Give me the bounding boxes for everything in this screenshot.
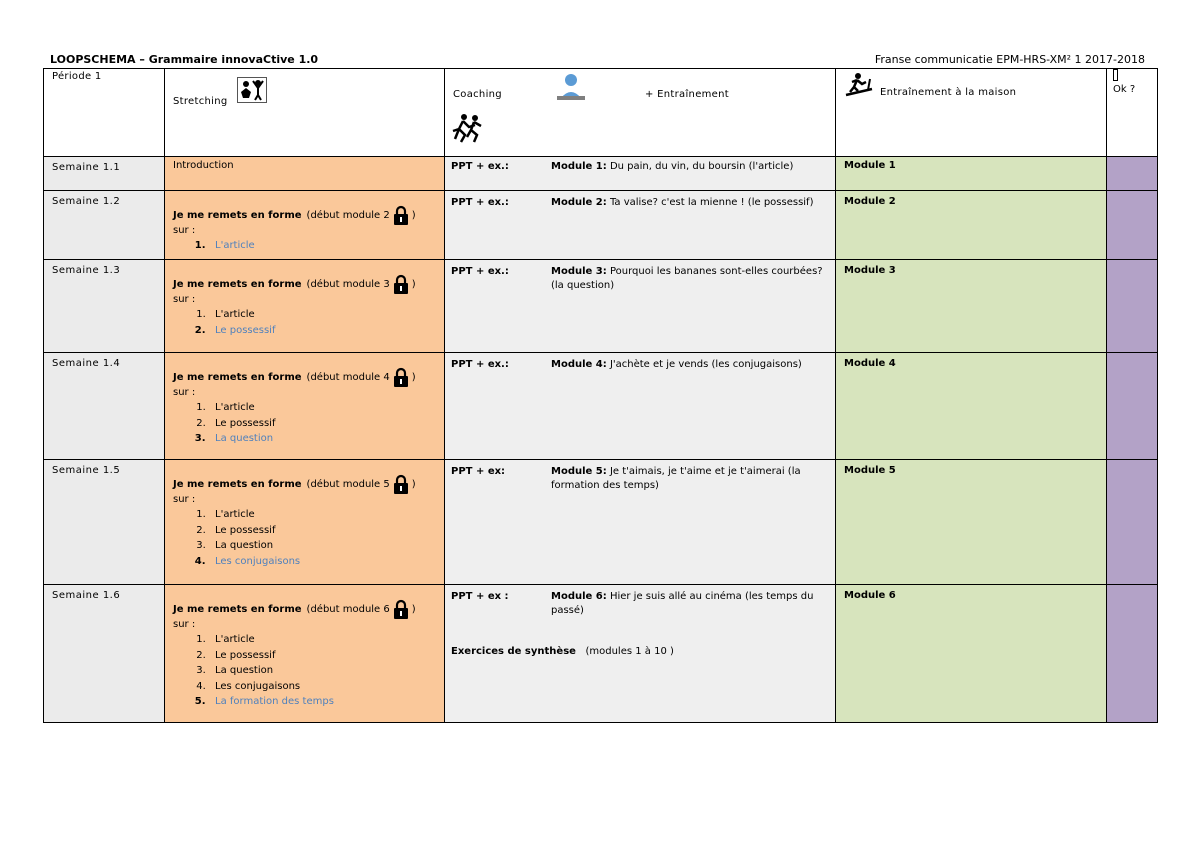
maison-cell: [836, 260, 1107, 353]
list-item: 3. La question: [209, 431, 436, 447]
stretching-cell: [165, 260, 445, 353]
coaching-label: Coaching: [453, 89, 502, 100]
ppt-label: PPT + ex :: [451, 591, 509, 602]
ppt-label: PPT + ex.:: [451, 197, 509, 208]
debut-text: (début module 6: [306, 603, 390, 615]
stretching-icon: [237, 77, 267, 103]
document-title: LOOPSCHEMA – Grammaire innovaCtive 1.0: [50, 53, 319, 66]
debut-text: (début module 5: [306, 478, 390, 490]
stretching-header: [165, 69, 445, 157]
module-text: Je t'aimais, je t'aime et je t'aimerai (la formation des temps): [551, 466, 801, 491]
periode-label: Période 1: [52, 71, 102, 82]
checkbox-icon: [1113, 69, 1118, 81]
module-label: Module 4:: [551, 359, 607, 370]
synthese-label: Exercices de synthèse: [451, 646, 576, 657]
week-row: [44, 191, 1158, 260]
module-label: Module 1:: [551, 161, 607, 172]
course-info: Franse communicatie EPM-HRS-XM² 1 2017-2018: [874, 53, 1145, 66]
stretching-cell: [165, 157, 445, 191]
sur-text: sur :: [173, 494, 196, 505]
synthese-text: (modules 1 à 10 ): [585, 646, 674, 657]
home-module: Module 3: [844, 265, 896, 276]
maison-cell: [836, 157, 1107, 191]
week-row: [44, 460, 1158, 585]
coaching-cell: [445, 260, 836, 353]
list-item: 4. Les conjugaisons: [209, 679, 436, 695]
maison-label: Entraînement à la maison: [880, 87, 1017, 98]
stretching-cell: [165, 460, 445, 585]
list-item: 1. L'article: [209, 507, 436, 523]
module-text: Hier je suis allé au cinéma (les temps du passé): [551, 591, 814, 616]
debut-text: (début module 3: [306, 278, 390, 290]
debut-text: (début module 2: [306, 209, 390, 221]
stretching-cell: [165, 191, 445, 260]
review-list: [173, 632, 436, 710]
maison-header: [836, 69, 1107, 157]
module-text: Pourquoi les bananes sont-elles courbées? (la question): [551, 266, 823, 291]
module-text: Du pain, du vin, du boursin (l'article): [609, 161, 794, 172]
module-label: Module 3:: [551, 266, 607, 277]
list-item: 2. Le possessif: [209, 416, 436, 432]
debut-close: ): [411, 371, 416, 383]
remets-text: Je me remets en forme: [173, 603, 302, 615]
week-row: [44, 353, 1158, 460]
home-module: Module 5: [844, 465, 896, 476]
week-label: Semaine 1.4: [44, 353, 165, 460]
list-item: 4. Les conjugaisons: [209, 554, 436, 570]
debut-close: ): [411, 603, 416, 615]
stretching-label: Stretching: [173, 96, 228, 107]
remets-text: Je me remets en forme: [173, 209, 302, 221]
module-label: Module 2:: [551, 197, 607, 208]
stretching-cell: [165, 353, 445, 460]
coaching-cell: [445, 460, 836, 585]
lock-icon: [393, 599, 409, 619]
header-row: [44, 69, 1158, 157]
list-item: 1. L'article: [209, 307, 436, 323]
list-item: 1. L'article: [209, 238, 436, 254]
review-list: [173, 307, 436, 338]
debut-text: (début module 4: [306, 371, 390, 383]
home-module: Module 1: [844, 160, 896, 171]
module-text: Ta valise? c'est la mienne ! (le possessif): [609, 197, 814, 208]
debut-close: ): [411, 278, 416, 290]
debut-close: ): [411, 209, 416, 221]
ok-cell[interactable]: [1107, 460, 1158, 585]
remets-text: Je me remets en forme: [173, 371, 302, 383]
list-item: 1. L'article: [209, 400, 436, 416]
review-list: [173, 238, 436, 254]
lock-icon: [393, 274, 409, 294]
module-label: Module 5:: [551, 466, 607, 477]
sur-text: sur :: [173, 619, 196, 630]
review-list: [173, 507, 436, 569]
lock-icon: [393, 205, 409, 225]
week-label: Semaine 1.6: [44, 585, 165, 723]
running-icon: [451, 113, 485, 146]
ppt-label: PPT + ex:: [451, 466, 506, 477]
week-row: [44, 157, 1158, 191]
week-row: [44, 260, 1158, 353]
maison-cell: [836, 191, 1107, 260]
maison-cell: [836, 585, 1107, 723]
debut-close: ): [411, 478, 416, 490]
list-item: 5. La formation des temps: [209, 694, 436, 710]
remets-text: Je me remets en forme: [173, 478, 302, 490]
sur-text: sur :: [173, 294, 196, 305]
coaching-cell: [445, 585, 836, 723]
review-list: [173, 400, 436, 447]
treadmill-icon: [844, 73, 874, 104]
ok-cell[interactable]: [1107, 260, 1158, 353]
ok-header: [1107, 69, 1158, 157]
week-label: Semaine 1.1: [44, 157, 165, 191]
list-item: 1. L'article: [209, 632, 436, 648]
week-label: Semaine 1.5: [44, 460, 165, 585]
home-module: Module 6: [844, 590, 896, 601]
list-item: 3. La question: [209, 663, 436, 679]
maison-cell: [836, 353, 1107, 460]
loop-schedule-table: [43, 68, 1158, 723]
ppt-label: PPT + ex.:: [451, 266, 509, 277]
sur-text: sur :: [173, 225, 196, 236]
week-label: Semaine 1.3: [44, 260, 165, 353]
list-item: 2. Le possessif: [209, 323, 436, 339]
lock-icon: [393, 367, 409, 387]
week-row: [44, 585, 1158, 723]
home-module: Module 4: [844, 358, 896, 369]
ok-cell[interactable]: [1107, 353, 1158, 460]
maison-cell: [836, 460, 1107, 585]
coaching-header: [445, 69, 836, 157]
periode-header: [44, 69, 165, 157]
module-label: Module 6:: [551, 591, 607, 602]
coaching-icon: [555, 72, 587, 105]
synthese: [451, 646, 829, 657]
list-item: 2. Le possessif: [209, 523, 436, 539]
ok-cell[interactable]: [1107, 157, 1158, 191]
coaching-cell: [445, 157, 836, 191]
ok-cell[interactable]: [1107, 191, 1158, 260]
module-text: J'achète et je vends (les conjugaisons): [609, 359, 802, 370]
coaching-cell: [445, 191, 836, 260]
intro-text: Introduction: [173, 160, 234, 171]
ok-label: Ok ?: [1113, 84, 1136, 95]
coaching-cell: [445, 353, 836, 460]
home-module: Module 2: [844, 196, 896, 207]
entrainement-label: + Entraînement: [645, 89, 729, 100]
lock-icon: [393, 474, 409, 494]
week-label: Semaine 1.2: [44, 191, 165, 260]
list-item: 2. Le possessif: [209, 648, 436, 664]
remets-text: Je me remets en forme: [173, 278, 302, 290]
ok-cell[interactable]: [1107, 585, 1158, 723]
list-item: 3. La question: [209, 538, 436, 554]
ppt-label: PPT + ex.:: [451, 161, 509, 172]
sur-text: sur :: [173, 387, 196, 398]
ppt-label: PPT + ex.:: [451, 359, 509, 370]
stretching-cell: [165, 585, 445, 723]
